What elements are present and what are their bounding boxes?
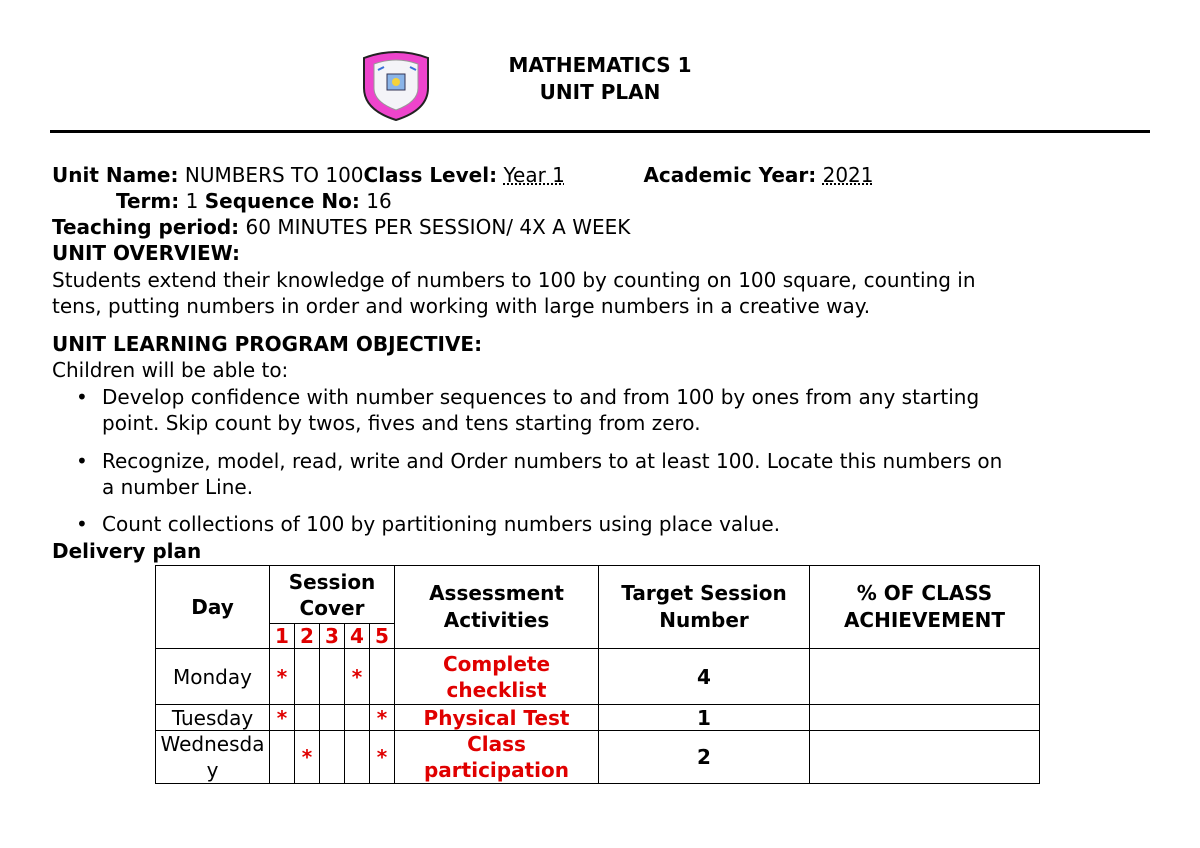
achievement-cell (810, 649, 1040, 705)
bullet-marker: • (76, 512, 88, 536)
activity-cell: Class participation (395, 731, 599, 784)
header-session-cover: Session Cover (270, 566, 395, 624)
session-mark (345, 731, 370, 784)
school-crest-logo (358, 50, 434, 122)
header-day: Day (156, 566, 270, 649)
delivery-plan-heading: Delivery plan (52, 539, 202, 563)
session-number: 1 (270, 624, 295, 649)
header-class-achievement: % OF CLASS ACHIEVEMENT (810, 566, 1040, 649)
overview-text-line-2: tens, putting numbers in order and working with large numbers in a creative way. (52, 294, 871, 318)
document-title (450, 52, 750, 106)
title-line-1: MATHEMATICS 1 (508, 53, 692, 77)
session-mark: * (345, 649, 370, 705)
day-cell: Tuesday (156, 705, 270, 731)
table-row (156, 649, 1040, 705)
unit-name-value: NUMBERS TO 100 (184, 163, 364, 187)
term-value: 1 (185, 189, 199, 213)
info-line-2 (116, 188, 392, 214)
session-mark (320, 649, 345, 705)
session-mark (370, 649, 395, 705)
session-number: 2 (295, 624, 320, 649)
term-label: Term: (116, 189, 180, 213)
session-mark (295, 649, 320, 705)
delivery-plan-table (155, 565, 1040, 784)
objective-bullet-3 (102, 511, 1162, 537)
header-assessment-activities: Assessment Activities (395, 566, 599, 649)
day-cell: Monday (156, 649, 270, 705)
teaching-period-value: 60 MINUTES PER SESSION/ 4X A WEEK (245, 215, 631, 239)
bullet-2-line-1: Recognize, model, read, write and Order numbers to at least 100. Locate this numbers on (102, 449, 1003, 473)
unit-name-label: Unit Name: (52, 163, 179, 187)
session-mark: * (270, 705, 295, 731)
objective-bullet-2 (102, 448, 1162, 500)
session-mark (270, 731, 295, 784)
class-level-label: Class Level: (363, 163, 498, 187)
day-cell: Wednesday (156, 731, 270, 784)
bullet-3-line-1: Count collections of 100 by partitioning numbers using place value. (102, 512, 781, 536)
bullet-1-line-2: point. Skip count by twos, fives and tens starting from zero. (102, 411, 701, 435)
info-line-1 (52, 162, 874, 188)
session-mark (345, 705, 370, 731)
title-line-2: UNIT PLAN (539, 80, 661, 104)
session-mark (295, 705, 320, 731)
objective-bullet-1 (102, 384, 1162, 436)
activity-cell: Physical Test (395, 705, 599, 731)
objective-heading: UNIT LEARNING PROGRAM OBJECTIVE: (52, 332, 483, 356)
achievement-cell (810, 731, 1040, 784)
academic-year-value: 2021 (822, 163, 874, 187)
session-number: 3 (320, 624, 345, 649)
sequence-label: Sequence No: (204, 189, 360, 213)
session-mark: * (270, 649, 295, 705)
session-mark (320, 731, 345, 784)
objective-intro: Children will be able to: (52, 358, 289, 382)
class-level-value: Year 1 (503, 163, 565, 187)
session-mark: * (370, 731, 395, 784)
teaching-period-label: Teaching period: (52, 215, 240, 239)
target-cell: 2 (599, 731, 810, 784)
table-row (156, 731, 1040, 784)
session-mark (320, 705, 345, 731)
bullet-marker: • (76, 385, 88, 409)
academic-year-label: Academic Year: (643, 163, 817, 187)
session-mark: * (370, 705, 395, 731)
bullet-2-line-2: a number Line. (102, 475, 254, 499)
target-cell: 4 (599, 649, 810, 705)
overview-heading: UNIT OVERVIEW: (52, 241, 241, 265)
achievement-cell (810, 705, 1040, 731)
activity-cell: Complete checklist (395, 649, 599, 705)
overview-text-line-1: Students extend their knowledge of numbers to 100 by counting on 100 square, counting in (52, 268, 976, 292)
target-cell: 1 (599, 705, 810, 731)
table-row (156, 705, 1040, 731)
bullet-marker: • (76, 449, 88, 473)
session-number: 4 (345, 624, 370, 649)
header-divider (50, 130, 1150, 133)
header-target-session-number: Target Session Number (599, 566, 810, 649)
session-mark: * (295, 731, 320, 784)
info-line-3 (52, 214, 630, 240)
session-number: 5 (370, 624, 395, 649)
sequence-value: 16 (366, 189, 392, 213)
bullet-1-line-1: Develop confidence with number sequences to and from 100 by ones from any starting (102, 385, 980, 409)
